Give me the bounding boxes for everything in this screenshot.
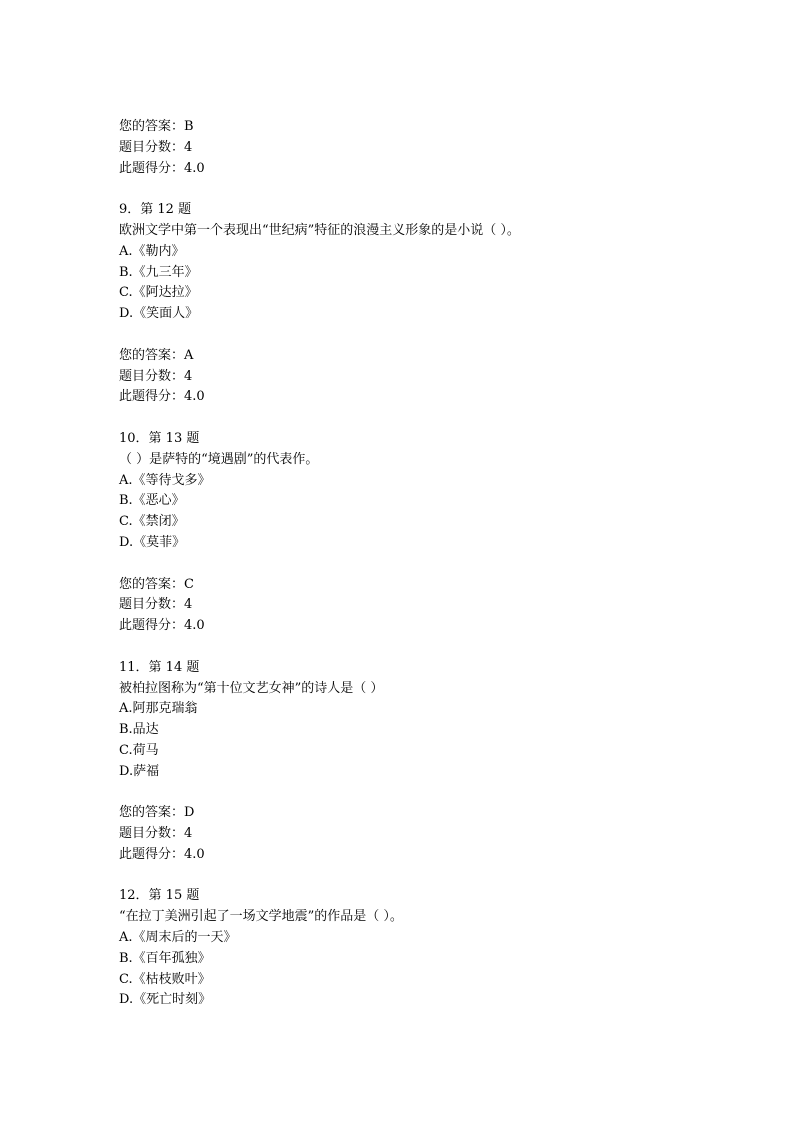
option-a: A.阿那克瑞翁 [119,701,198,717]
question-score: 题目分数：4 [119,597,193,613]
question-score: 题目分数：4 [119,368,193,384]
option-c: C.《阿达拉》 [119,285,198,301]
option-a: A.《勒内》 [119,243,185,259]
question-heading: 11．第 14 题 [119,659,200,675]
question-block [119,658,719,866]
option-c: C.《枯枝败叶》 [119,971,211,987]
question-heading: 9．第 12 题 [119,202,192,218]
question-block [119,886,719,1011]
your-answer: 您的答案：C [119,576,194,592]
your-answer: 您的答案：A [119,347,194,363]
question-heading: 10．第 13 题 [119,430,200,446]
question-stem: “在拉丁美洲引起了一场文学地震”的作品是（ ）。 [119,909,403,925]
option-b: B.《百年孤独》 [119,950,211,966]
option-d: D.《莫菲》 [119,534,186,550]
option-d: D.《笑面人》 [119,306,199,322]
option-b: B.品达 [119,722,159,738]
option-d: D.萨福 [119,763,160,779]
option-c: C.荷马 [119,742,159,758]
document-page [119,117,719,1011]
earned-score: 此题得分：4.0 [119,160,205,176]
question-heading: 12．第 15 题 [119,888,200,904]
earned-score: 此题得分：4.0 [119,389,205,405]
earned-score: 此题得分：4.0 [119,618,205,634]
question-stem: 欧洲文学中第一个表现出“世纪病”特征的浪漫主义形象的是小说（ ）。 [119,222,520,238]
question-score: 题目分数：4 [119,139,193,155]
option-b: B.《九三年》 [119,264,198,280]
earned-score: 此题得分：4.0 [119,846,205,862]
option-a: A.《等待戈多》 [119,472,211,488]
option-a: A.《周末后的一天》 [119,930,237,946]
answer-result-q8 [119,117,719,179]
your-answer: 您的答案：D [119,805,195,821]
question-stem: 被柏拉图称为“第十位文艺女神”的诗人是（ ） [119,680,384,696]
question-block [119,200,719,408]
option-b: B.《恶心》 [119,493,185,509]
question-score: 题目分数：4 [119,826,193,842]
option-c: C.《禁闭》 [119,514,185,530]
question-block [119,429,719,637]
question-stem: （ ）是萨特的“境遇剧”的代表作。 [119,451,319,467]
your-answer: 您的答案：B [119,119,194,134]
option-d: D.《死亡时刻》 [119,992,212,1008]
